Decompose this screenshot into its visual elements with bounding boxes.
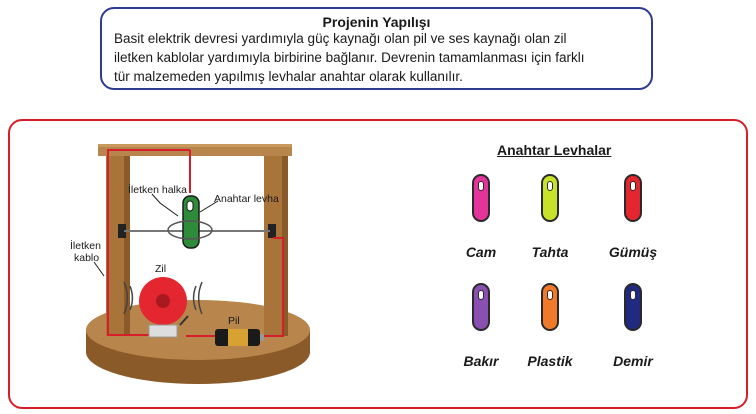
battery-label: Pil [228,315,240,327]
plate-plastic-label: Plastik [527,353,573,369]
conductive-cable-label-line-2: kablo [74,252,100,264]
plate-copper [472,283,490,331]
conductive-ring-label: İletken halka [128,184,187,196]
plate-silver [624,174,642,222]
plate-plastic [541,283,559,331]
plate-silver-label: Gümüş [608,244,658,260]
plate-iron [624,283,642,331]
plate-iron-label: Demir [613,353,653,369]
plate-wood [541,174,559,222]
project-title: Projenin Yapılışı [322,14,431,30]
plate-wood-label: Tahta [531,244,569,260]
plate-copper-label: Bakır [463,353,499,369]
project-text-line-1: Basit elektrik devresi yardımıyla güç kaynağı olan pil ve ses kaynağı olan zil [114,31,567,46]
plate-glass [472,174,490,222]
conductive-cable-label-line-1: İletken [70,240,101,252]
switch-plate-label: Anahtar levha [214,193,279,205]
plate-glass-label: Cam [465,244,497,260]
battery-illustration [215,329,264,346]
bell-label: Zil [155,263,167,275]
switch-plates-title: Anahtar Levhalar [497,142,612,158]
project-text-line-3: tür malzemeden yapılmış levhalar anahtar olarak kullanılır. [114,69,463,84]
project-text-line-2: iletken kablolar yardımıyla birbirine bağlanır. Devrenin tamamlanması için farklı [114,50,585,65]
